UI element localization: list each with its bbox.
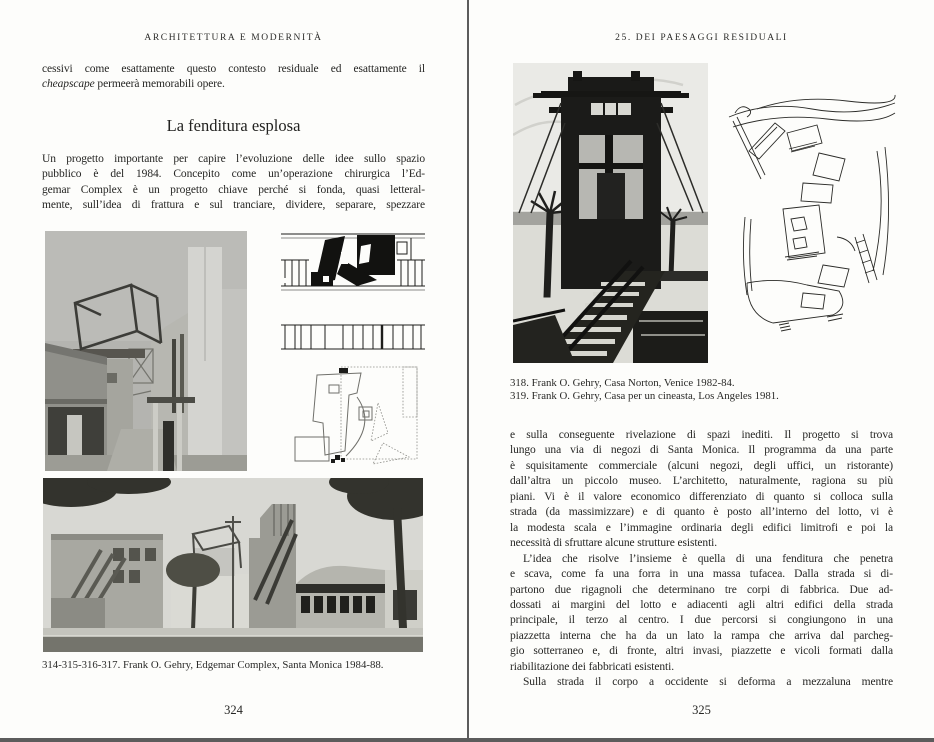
page-number-right: 325: [692, 703, 711, 717]
page-divider: [467, 0, 469, 742]
drawing-edgemar-plan: [283, 363, 425, 473]
text-line: strada (da massimizzare) e di quanto è posto all’interno del lotto, vi è: [510, 506, 893, 519]
italic-term: cheapscape: [42, 78, 95, 91]
bottom-rule: [0, 738, 934, 742]
text-line: cessivi come esattamente questo contesto residuale ed esattamente il: [42, 63, 425, 75]
photo-edgemar-courtyard: [45, 231, 247, 471]
text-line: lungo una via di negozi di Santa Monica. Il programma da una parte: [510, 444, 893, 457]
paragraph-project: [42, 152, 425, 214]
text-line: pubblico è del 1984. Concepito come un’operazione chirurgica l’Ed-: [42, 168, 425, 181]
text-line: principale, il terzo al centro. I due percorsi si congiungono in una: [510, 614, 893, 627]
text-line: piazzetta interna che ha da un lato la rampa che arriva dal parcheg-: [510, 629, 893, 642]
text-line: piani. Vi è il valore economico differenziato di quanto si colloca sulla: [510, 490, 893, 503]
caption-casa-norton: 318. Frank O. Gehry, Casa Norton, Venice 1982-84.: [510, 377, 735, 389]
caption-edgemar: 314-315-316-317. Frank O. Gehry, Edgemar Complex, Santa Monica 1984-88.: [42, 659, 384, 671]
paragraph-rivelazione: [510, 428, 893, 552]
text-line: e sulla conseguente rivelazione di spazi inediti. Il progetto si trova: [510, 429, 893, 441]
text-line: necessità di sfruttare alcune strutture esistenti.: [510, 537, 718, 550]
section-heading: La fenditura esplosa: [166, 116, 301, 135]
photo-casa-norton: [513, 63, 708, 363]
caption-casa-cineasta: 319. Frank O. Gehry, Casa per un cineasta, Los Angeles 1981.: [510, 390, 779, 402]
right-page: [469, 0, 934, 742]
text-line: e scava, come fa una forra in una massa tufacea. Dalla strada si di-: [510, 568, 893, 581]
text-line: gio sotterraneo e, di fronte, altri invasi, piazzette e vicoli formati dalla: [510, 645, 893, 658]
paragraph-intro: [42, 62, 425, 93]
text-line: dall’altra un piccolo museo. L’architetto, naturalmente, ragiona su più: [510, 475, 893, 488]
running-head-right: 25. DEI PAESAGGI RESIDUALI: [615, 33, 788, 43]
text-line: partono due rigagnoli che determinano tre corpi di fabbrica. Due ad-: [510, 583, 893, 596]
photo-edgemar-street: [43, 478, 423, 652]
text-line: L’idea che risolve l’insieme è quella di una fenditura che penetra: [523, 552, 893, 565]
paragraph-idea: [510, 552, 893, 676]
running-head-left: ARCHITETTURA E MODERNITÀ: [144, 33, 323, 43]
text-line: mente, sull’idea di frattura e sul tranciare, dividere, separare, spezzare: [42, 199, 425, 212]
text-line: è squisitamente commerciale (alcuni negozi, degli uffici, un ristorante): [510, 459, 893, 472]
text-line: dossati ai margini del lotto e adiacenti agli altri edifici della strada: [510, 598, 893, 611]
text-line: Un progetto importante per capire l’evoluzione delle idee sullo spazio: [42, 153, 425, 165]
text-line: gemar Complex è un progetto chiave perché si fonda, quasi letteral-: [42, 183, 425, 196]
sketch-casa-cineasta: [727, 87, 897, 343]
drawing-edgemar-elevation: [281, 230, 425, 308]
text-line: Sulla strada il corpo a occidente si deforma a mezzaluna mentre: [523, 676, 893, 689]
paragraph-sulla: [510, 675, 893, 690]
text-line: cheapscape permeerà memorabili opere.: [42, 78, 225, 91]
drawing-edgemar-strip: [281, 322, 425, 353]
text-line: la modesta scala e l’immagine ordinaria degli edifici limitrofi e poi la: [510, 521, 893, 534]
text-line: riabilitazione dei fabbricati esistenti.: [510, 660, 674, 673]
page-number-left: 324: [224, 703, 243, 717]
